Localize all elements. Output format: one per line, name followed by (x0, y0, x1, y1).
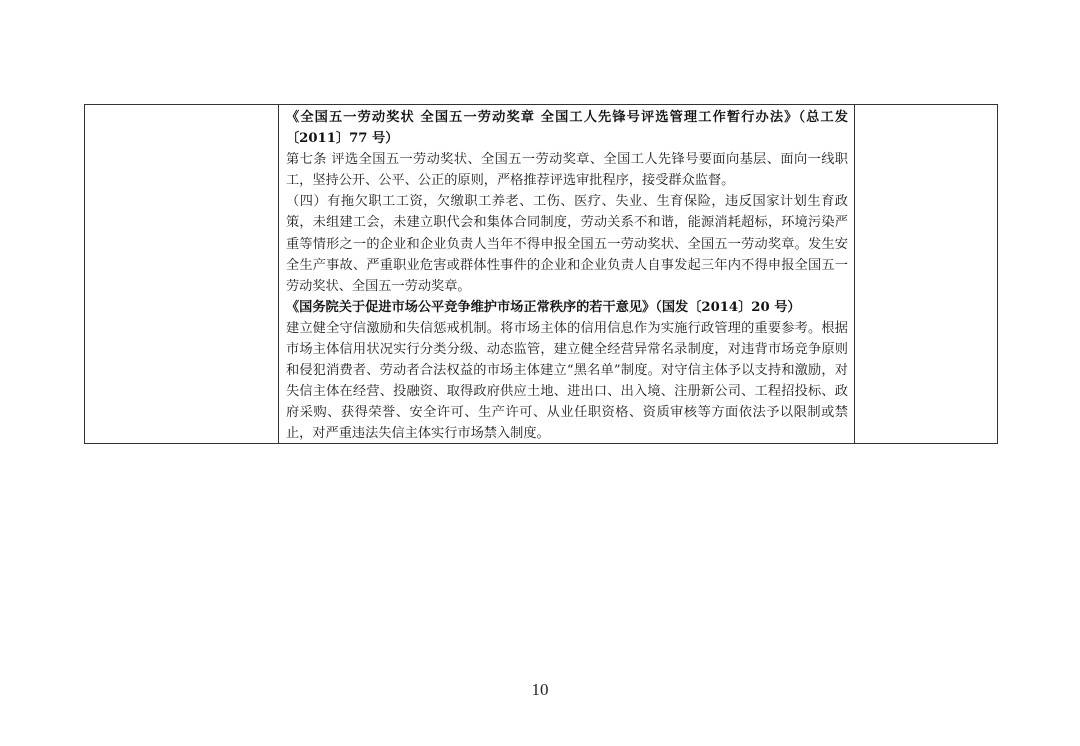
table-cell-right (854, 105, 997, 443)
table-cell-left (85, 105, 279, 443)
doc1-clause-4: （四）有拖欠职工工资，欠缴职工养老、工伤、医疗、失业、生育保险，违反国家计划生育政策，未组建工会，未建立职代会和集体合同制度，劳动关系不和谐，能源消耗超标，环境污染严重等情形之一的企业和企业负责人当年不得申报全国五一劳动奖状、全国五一劳动奖章。发生安全生产事故、严重职业危害或群体性事件的企业和企业负责人自事发起三年内不得申报全国五一劳动奖状、全国五一劳动奖章。 (286, 194, 848, 294)
doc2-title: 《国务院关于促进市场公平竞争维护市场正常秩序的若干意见》（国发〔2014〕20 号） (286, 299, 801, 315)
doc2-paragraph: 建立健全守信激励和失信惩戒机制。将市场主体的信用信息作为实施行政管理的重要参考。根据市场主体信用状况实行分类分级、动态监管，建立健全经营异常名录制度，对违背市场竞争原则和侵犯消费者、劳动者合法权益的市场主体建立“黑名单”制度。对守信主体予以支持和激励，对失信主体在经营、投融资、取得政府供应土地、进出口、出入境、注册新公司、工程招投标、政府采购、获得荣誉、安全许可、生产许可、从业任职资格、资质审核等方面依法予以限制或禁止，对严重违法失信主体实行市场禁入制度。 (286, 320, 848, 442)
page-number: 10 (531, 680, 549, 699)
doc1-title: 《全国五一劳动奖状 全国五一劳动奖章 全国工人先锋号评选管理工作暂行办法》（总工发〔2011〕77 号） (286, 110, 848, 147)
doc1-article-7: 第七条 评选全国五一劳动奖状、全国五一劳动奖章、全国工人先锋号要面向基层、面向一线职工，坚持公开、公平、公正的原则，严格推荐评选审批程序，接受群众监督。 (286, 152, 848, 189)
document-table (84, 104, 998, 444)
table-cell-content (279, 105, 854, 443)
